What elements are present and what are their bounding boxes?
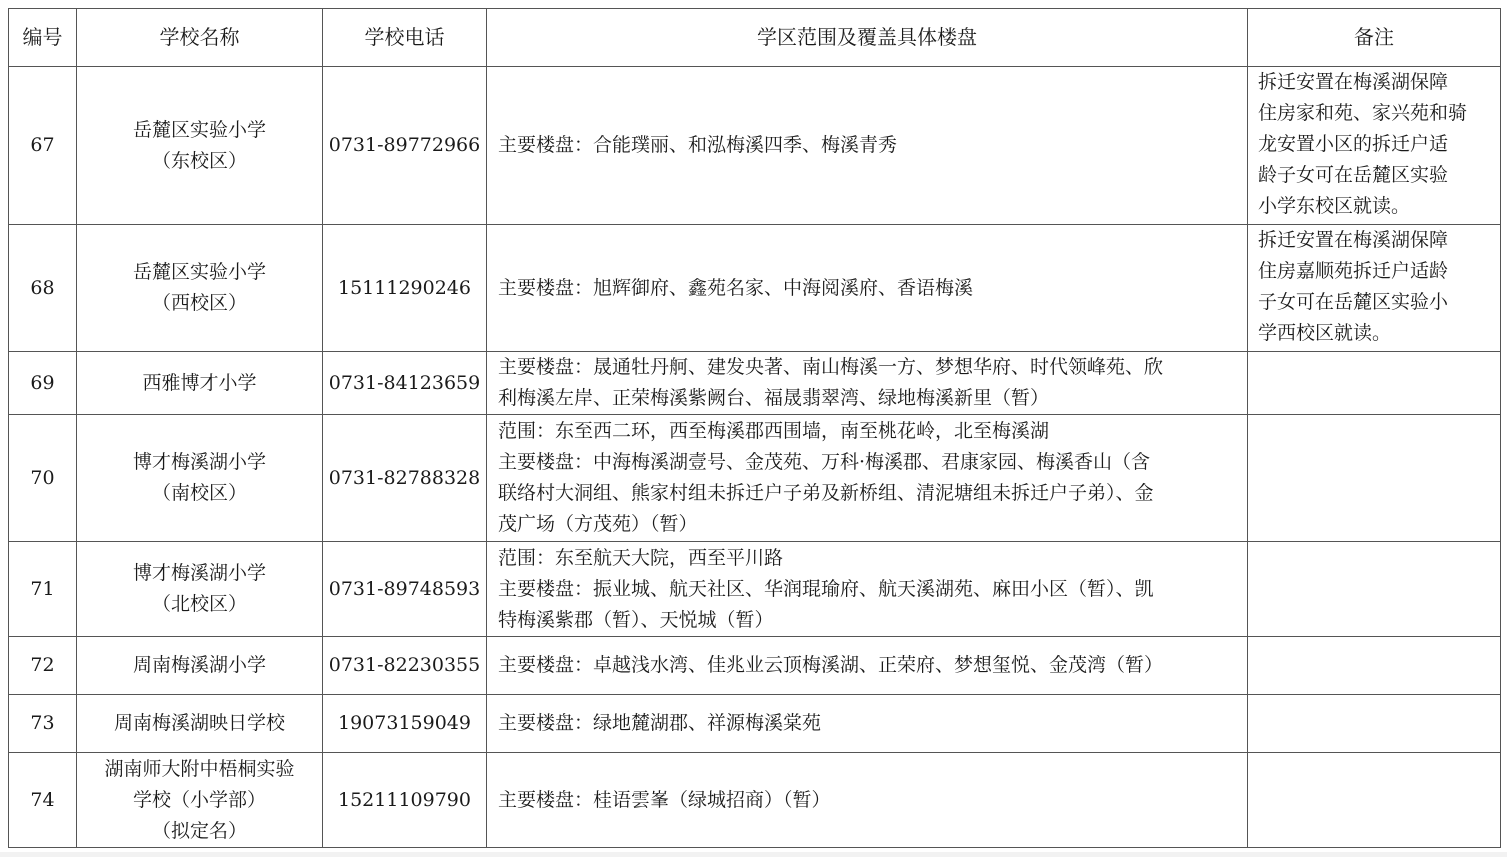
cell-school-phone: 0731-89748593 bbox=[323, 542, 487, 637]
cell-school-name bbox=[77, 695, 323, 753]
header-school-name: 学校名称 bbox=[77, 9, 323, 67]
note-line: 学西校区就读。 bbox=[1258, 322, 1392, 344]
cell-school-phone: 0731-82230355 bbox=[323, 637, 487, 695]
scope-line: 主要楼盘：振业城、航天社区、华润琨瑜府、航天溪湖苑、麻田小区（暂）、凯 bbox=[498, 577, 1154, 600]
header-school-phone: 学校电话 bbox=[323, 9, 487, 67]
scope-line: 特梅溪紫郡（暂）、天悦城（暂） bbox=[498, 608, 774, 631]
cell-no: 71 bbox=[9, 542, 77, 637]
note-line: 子女可在岳麓区实验小 bbox=[1258, 291, 1449, 313]
school-name-line: 西雅博才小学 bbox=[142, 371, 257, 394]
note-line: 拆迁安置在梅溪湖保障 bbox=[1258, 229, 1449, 251]
school-name-line: 岳麓区实验小学 bbox=[132, 261, 266, 283]
cell-school-phone: 0731-84123659 bbox=[323, 352, 487, 415]
school-name-line: 博才梅溪湖小学 bbox=[132, 451, 266, 473]
cell-note bbox=[1248, 753, 1501, 848]
header-no: 编号 bbox=[9, 9, 77, 67]
cell-school-name bbox=[77, 637, 323, 695]
cell-no: 72 bbox=[9, 637, 77, 695]
cell-district-scope bbox=[487, 695, 1248, 753]
cell-school-phone: 0731-89772966 bbox=[323, 67, 487, 225]
cell-no: 70 bbox=[9, 415, 77, 542]
scope-line: 利梅溪左岸、正荣梅溪紫阙台、福晟翡翠湾、绿地梅溪新里（暂） bbox=[498, 387, 1050, 409]
cell-district-scope bbox=[487, 352, 1248, 415]
note-line: 拆迁安置在梅溪湖保障 bbox=[1258, 71, 1449, 93]
cell-note bbox=[1248, 542, 1501, 637]
cell-no: 69 bbox=[9, 352, 77, 415]
scope-line: 主要楼盘：晟通牡丹舸、建发央著、南山梅溪一方、梦想华府、时代领峰苑、欣 bbox=[498, 356, 1164, 378]
school-name-line: 学校（小学部） bbox=[132, 788, 266, 811]
cell-no: 73 bbox=[9, 695, 77, 753]
scope-line: 范围：东至西二环，西至梅溪郡西围墙，南至桃花岭，北至梅溪湖 bbox=[498, 420, 1050, 442]
scope-line: 主要楼盘：卓越浅水湾、佳兆业云顶梅溪湖、正荣府、梦想玺悦、金茂湾（暂） bbox=[498, 654, 1164, 676]
cell-school-name bbox=[77, 67, 323, 225]
cell-district-scope bbox=[487, 415, 1248, 542]
cell-school-name bbox=[77, 753, 323, 848]
cell-school-name bbox=[77, 542, 323, 637]
cell-district-scope bbox=[487, 67, 1248, 225]
note-line: 住房嘉顺苑拆迁户适龄 bbox=[1258, 260, 1449, 282]
scope-line: 主要楼盘：中海梅溪湖壹号、金茂苑、万科·梅溪郡、君康家园、梅溪香山（含 bbox=[498, 451, 1151, 473]
cell-note bbox=[1248, 637, 1501, 695]
cell-no: 67 bbox=[9, 67, 77, 225]
scope-line: 范围：东至航天大院，西至平川路 bbox=[498, 546, 784, 569]
scope-line: 联络村大洞组、熊家村组未拆迁户子弟及新桥组、清泥塘组未拆迁户子弟）、金 bbox=[498, 482, 1154, 504]
school-name-line: （西校区） bbox=[151, 292, 247, 314]
cell-district-scope bbox=[487, 542, 1248, 637]
note-line: 龄子女可在岳麓区实验 bbox=[1258, 164, 1449, 186]
scope-line: 主要楼盘：合能璞丽、和泓梅溪四季、梅溪青秀 bbox=[498, 134, 898, 156]
cell-school-phone: 0731-82788328 bbox=[323, 415, 487, 542]
cell-school-name bbox=[77, 225, 323, 352]
table-row bbox=[9, 542, 1501, 637]
table-row bbox=[9, 415, 1501, 542]
cell-school-name bbox=[77, 415, 323, 542]
cell-district-scope bbox=[487, 753, 1248, 848]
header-district-scope: 学区范围及覆盖具体楼盘 bbox=[487, 9, 1248, 67]
cell-school-name bbox=[77, 352, 323, 415]
table-row bbox=[9, 753, 1501, 848]
cell-no: 74 bbox=[9, 753, 77, 848]
cell-note bbox=[1248, 415, 1501, 542]
school-name-line: （南校区） bbox=[151, 482, 247, 504]
note-line: 小学东校区就读。 bbox=[1258, 195, 1411, 217]
school-name-line: （拟定名） bbox=[151, 819, 247, 842]
header-note: 备注 bbox=[1248, 9, 1501, 67]
scope-line: 主要楼盘：绿地麓湖郡、祥源梅溪棠苑 bbox=[498, 712, 822, 734]
school-name-line: 周南梅溪湖小学 bbox=[132, 654, 266, 676]
school-district-table bbox=[8, 8, 1501, 848]
table-row bbox=[9, 67, 1501, 225]
cell-note bbox=[1248, 225, 1501, 352]
cell-note bbox=[1248, 695, 1501, 753]
school-district-table-container bbox=[8, 8, 1500, 848]
bottom-edge bbox=[0, 852, 1507, 857]
table-row bbox=[9, 695, 1501, 753]
scope-line: 茂广场（方茂苑）（暂） bbox=[498, 513, 698, 535]
cell-school-phone: 15111290246 bbox=[323, 225, 487, 352]
school-name-line: （北校区） bbox=[151, 593, 247, 615]
table-row bbox=[9, 225, 1501, 352]
cell-school-phone: 19073159049 bbox=[323, 695, 487, 753]
table-row bbox=[9, 352, 1501, 415]
scope-line: 主要楼盘：桂语雲峯（绿城招商）（暂） bbox=[498, 788, 831, 811]
cell-school-phone: 15211109790 bbox=[323, 753, 487, 848]
school-name-line: 周南梅溪湖映日学校 bbox=[113, 712, 285, 734]
scope-line: 主要楼盘：旭辉御府、鑫苑名家、中海阅溪府、香语梅溪 bbox=[498, 276, 974, 299]
school-name-line: （东校区） bbox=[151, 149, 247, 172]
school-name-line: 岳麓区实验小学 bbox=[132, 118, 266, 141]
table-row bbox=[9, 637, 1501, 695]
note-line: 龙安置小区的拆迁户适 bbox=[1258, 133, 1449, 155]
cell-note bbox=[1248, 352, 1501, 415]
cell-district-scope bbox=[487, 225, 1248, 352]
cell-district-scope bbox=[487, 637, 1248, 695]
cell-no: 68 bbox=[9, 225, 77, 352]
school-name-line: 湖南师大附中梧桐实验 bbox=[104, 757, 295, 780]
cell-note bbox=[1248, 67, 1501, 225]
school-name-line: 博才梅溪湖小学 bbox=[132, 562, 266, 584]
note-line: 住房家和苑、家兴苑和骑 bbox=[1258, 102, 1468, 124]
table-header-row bbox=[9, 9, 1501, 67]
